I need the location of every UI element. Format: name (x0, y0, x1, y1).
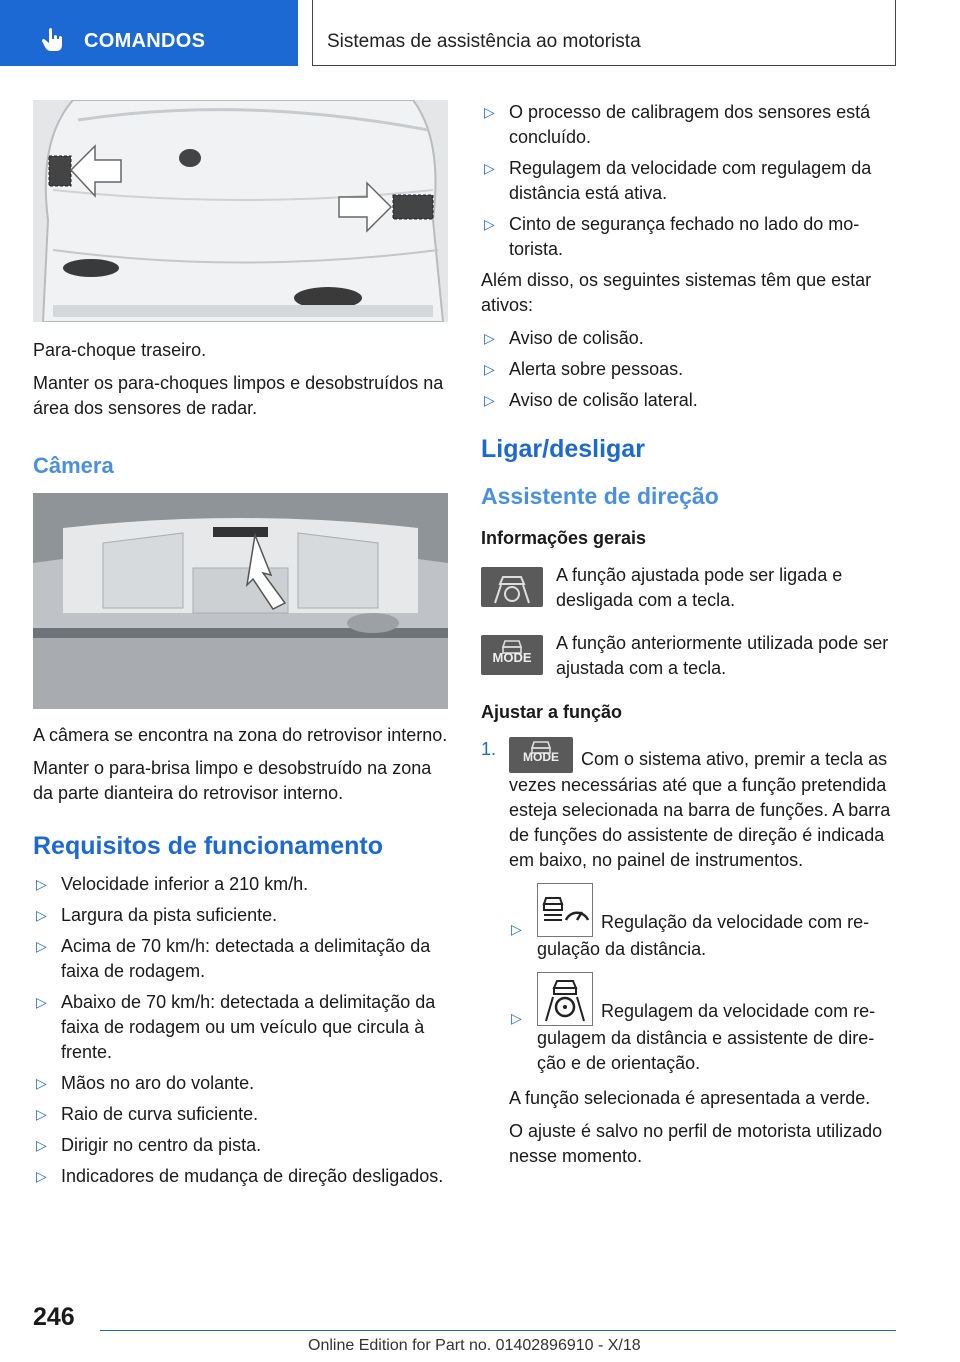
bullet-triangle-icon: ▷ (484, 330, 495, 346)
requirements-heading: Requisitos de funcionamento (33, 832, 384, 860)
list-item: ▷ O processo de calibragem dos sensores está concluído. (484, 102, 871, 147)
list-item: ▷ Abaixo de 70 km/h: detectada a delimitação da faixa de rodagem ou um veículo que circula à frente. (36, 992, 436, 1062)
step-text: Com o sistema ativo, premir a tecla as vezes necessárias até que a função pretendida esteja selecionada na barra de funções. A barra de funções do assistente de direção é indicada em baixo, no painel de instrumentos. (509, 749, 891, 870)
camera-caption: A câmera se encontra na zona do retrovisor interno. (33, 725, 448, 745)
list-item: ▷ Aviso de colisão lateral. (481, 388, 896, 413)
steering-assist-icon (537, 972, 593, 1026)
also-text: Além disso, os seguintes sistemas têm que estar ativos: (481, 270, 872, 315)
list-item: ▷ Mãos no aro do volante. (33, 1071, 448, 1096)
footer-divider (100, 1330, 896, 1331)
sub2-text: Regulagem da velocidade com regulagem da distância e assistente de direção e de orientação. (537, 1001, 876, 1073)
list-item: ▷ Raio de curva suficiente. (33, 1102, 448, 1127)
hand-pointer-icon (40, 27, 66, 53)
bullet-triangle-icon: ▷ (484, 216, 495, 232)
bullet-triangle-icon: ▷ (511, 921, 522, 937)
adjust-steps (481, 737, 896, 1169)
list-item: ▷ Aviso de colisão. (481, 326, 896, 351)
list-item: ▷ Velocidade inferior a 210 km/h. (33, 872, 448, 897)
edition-text: Online Edition for Part no. 01402896910 - X/18 (308, 1337, 641, 1354)
sub1-text: Regulação da velocidade com regulação da distância. (537, 912, 870, 959)
bullet-triangle-icon: ▷ (36, 938, 47, 954)
button2-text: A função anteriormente utilizada pode ser ajustada com a tecla. (556, 633, 889, 678)
chapter-tab[interactable] (0, 0, 298, 66)
camera-text: Manter o para-brisa limpo e desobstruído na zona da parte dianteira do retrovisor interno. (33, 758, 432, 803)
bullet-triangle-icon: ▷ (36, 876, 47, 892)
mode-label: MODE (492, 650, 532, 665)
bullet-triangle-icon: ▷ (511, 1010, 522, 1026)
list-item: ▷ Dirigir no centro da pista. (33, 1133, 448, 1158)
saved-text: O ajuste é salvo no perfil de motorista utilizado nesse momento. (509, 1121, 883, 1166)
mode-button-row (481, 631, 896, 681)
sub-item-steering (509, 972, 896, 1076)
step-item (481, 737, 896, 1169)
adjust-heading: Ajustar a função (481, 702, 623, 722)
steering-button-row (481, 563, 896, 613)
chapter-label: COMANDOS (84, 30, 206, 52)
requirements-list (33, 872, 448, 1189)
list-item: ▷ Largura da pista suficiente. (33, 903, 448, 928)
green-text: A função selecionada é apresentada a verde. (509, 1088, 871, 1108)
rear-bumper-image (33, 100, 448, 322)
bullet-triangle-icon: ▷ (484, 104, 495, 120)
rear-caption: Para-choque traseiro. (33, 340, 207, 360)
step-number: 1. (481, 739, 497, 759)
mode-button-icon (481, 635, 543, 675)
list-item: ▷ Indicadores de mudança de direção desligados. (33, 1164, 448, 1189)
camera-heading: Câmera (33, 453, 114, 478)
bullet-triangle-icon: ▷ (36, 907, 47, 923)
bullet-triangle-icon: ▷ (484, 392, 495, 408)
general-heading: Informações gerais (481, 528, 647, 548)
list-item: ▷ Acima de 70 km/h: detectada a delimitação da faixa de rodagem. (36, 936, 431, 981)
bullet-triangle-icon: ▷ (36, 1137, 47, 1153)
rear-text: Manter os para-choques limpos e desobstruídos na área dos sensores de radar. (33, 373, 444, 418)
list-item: ▷ Cinto de segurança fechado no lado do motorista. (484, 214, 860, 259)
bullet-triangle-icon: ▷ (36, 1075, 47, 1091)
bullet-triangle-icon: ▷ (36, 1106, 47, 1122)
onoff-heading: Ligar/desligar (481, 435, 645, 463)
list-item: ▷ Alerta sobre pessoas. (481, 357, 896, 382)
bullet-triangle-icon: ▷ (484, 160, 495, 176)
bullet-triangle-icon: ▷ (36, 1168, 47, 1184)
right-column (481, 100, 896, 1177)
acc-distance-icon (537, 883, 593, 937)
section-title: Sistemas de assistência ao motorista (327, 31, 641, 52)
bullet-triangle-icon: ▷ (36, 994, 47, 1010)
steering-assist-button-icon (481, 567, 543, 607)
bullet-triangle-icon: ▷ (484, 361, 495, 377)
button1-text: A função ajustada pode ser ligada e desligada com a tecla. (556, 565, 843, 610)
steering-heading: Assistente de direção (481, 483, 719, 509)
mode-button-icon (509, 737, 573, 773)
systems-list (481, 326, 896, 413)
camera-interior-image (33, 493, 448, 709)
section-header (312, 0, 896, 66)
list-item: ▷ Regulagem da velocidade com regulagem da distância está ativa. (484, 158, 872, 203)
mode-label: MODE (523, 750, 559, 764)
left-column (33, 100, 448, 1195)
page-number: 246 (33, 1303, 75, 1331)
conditions-list (481, 100, 896, 262)
sub-item-acc (509, 883, 896, 962)
